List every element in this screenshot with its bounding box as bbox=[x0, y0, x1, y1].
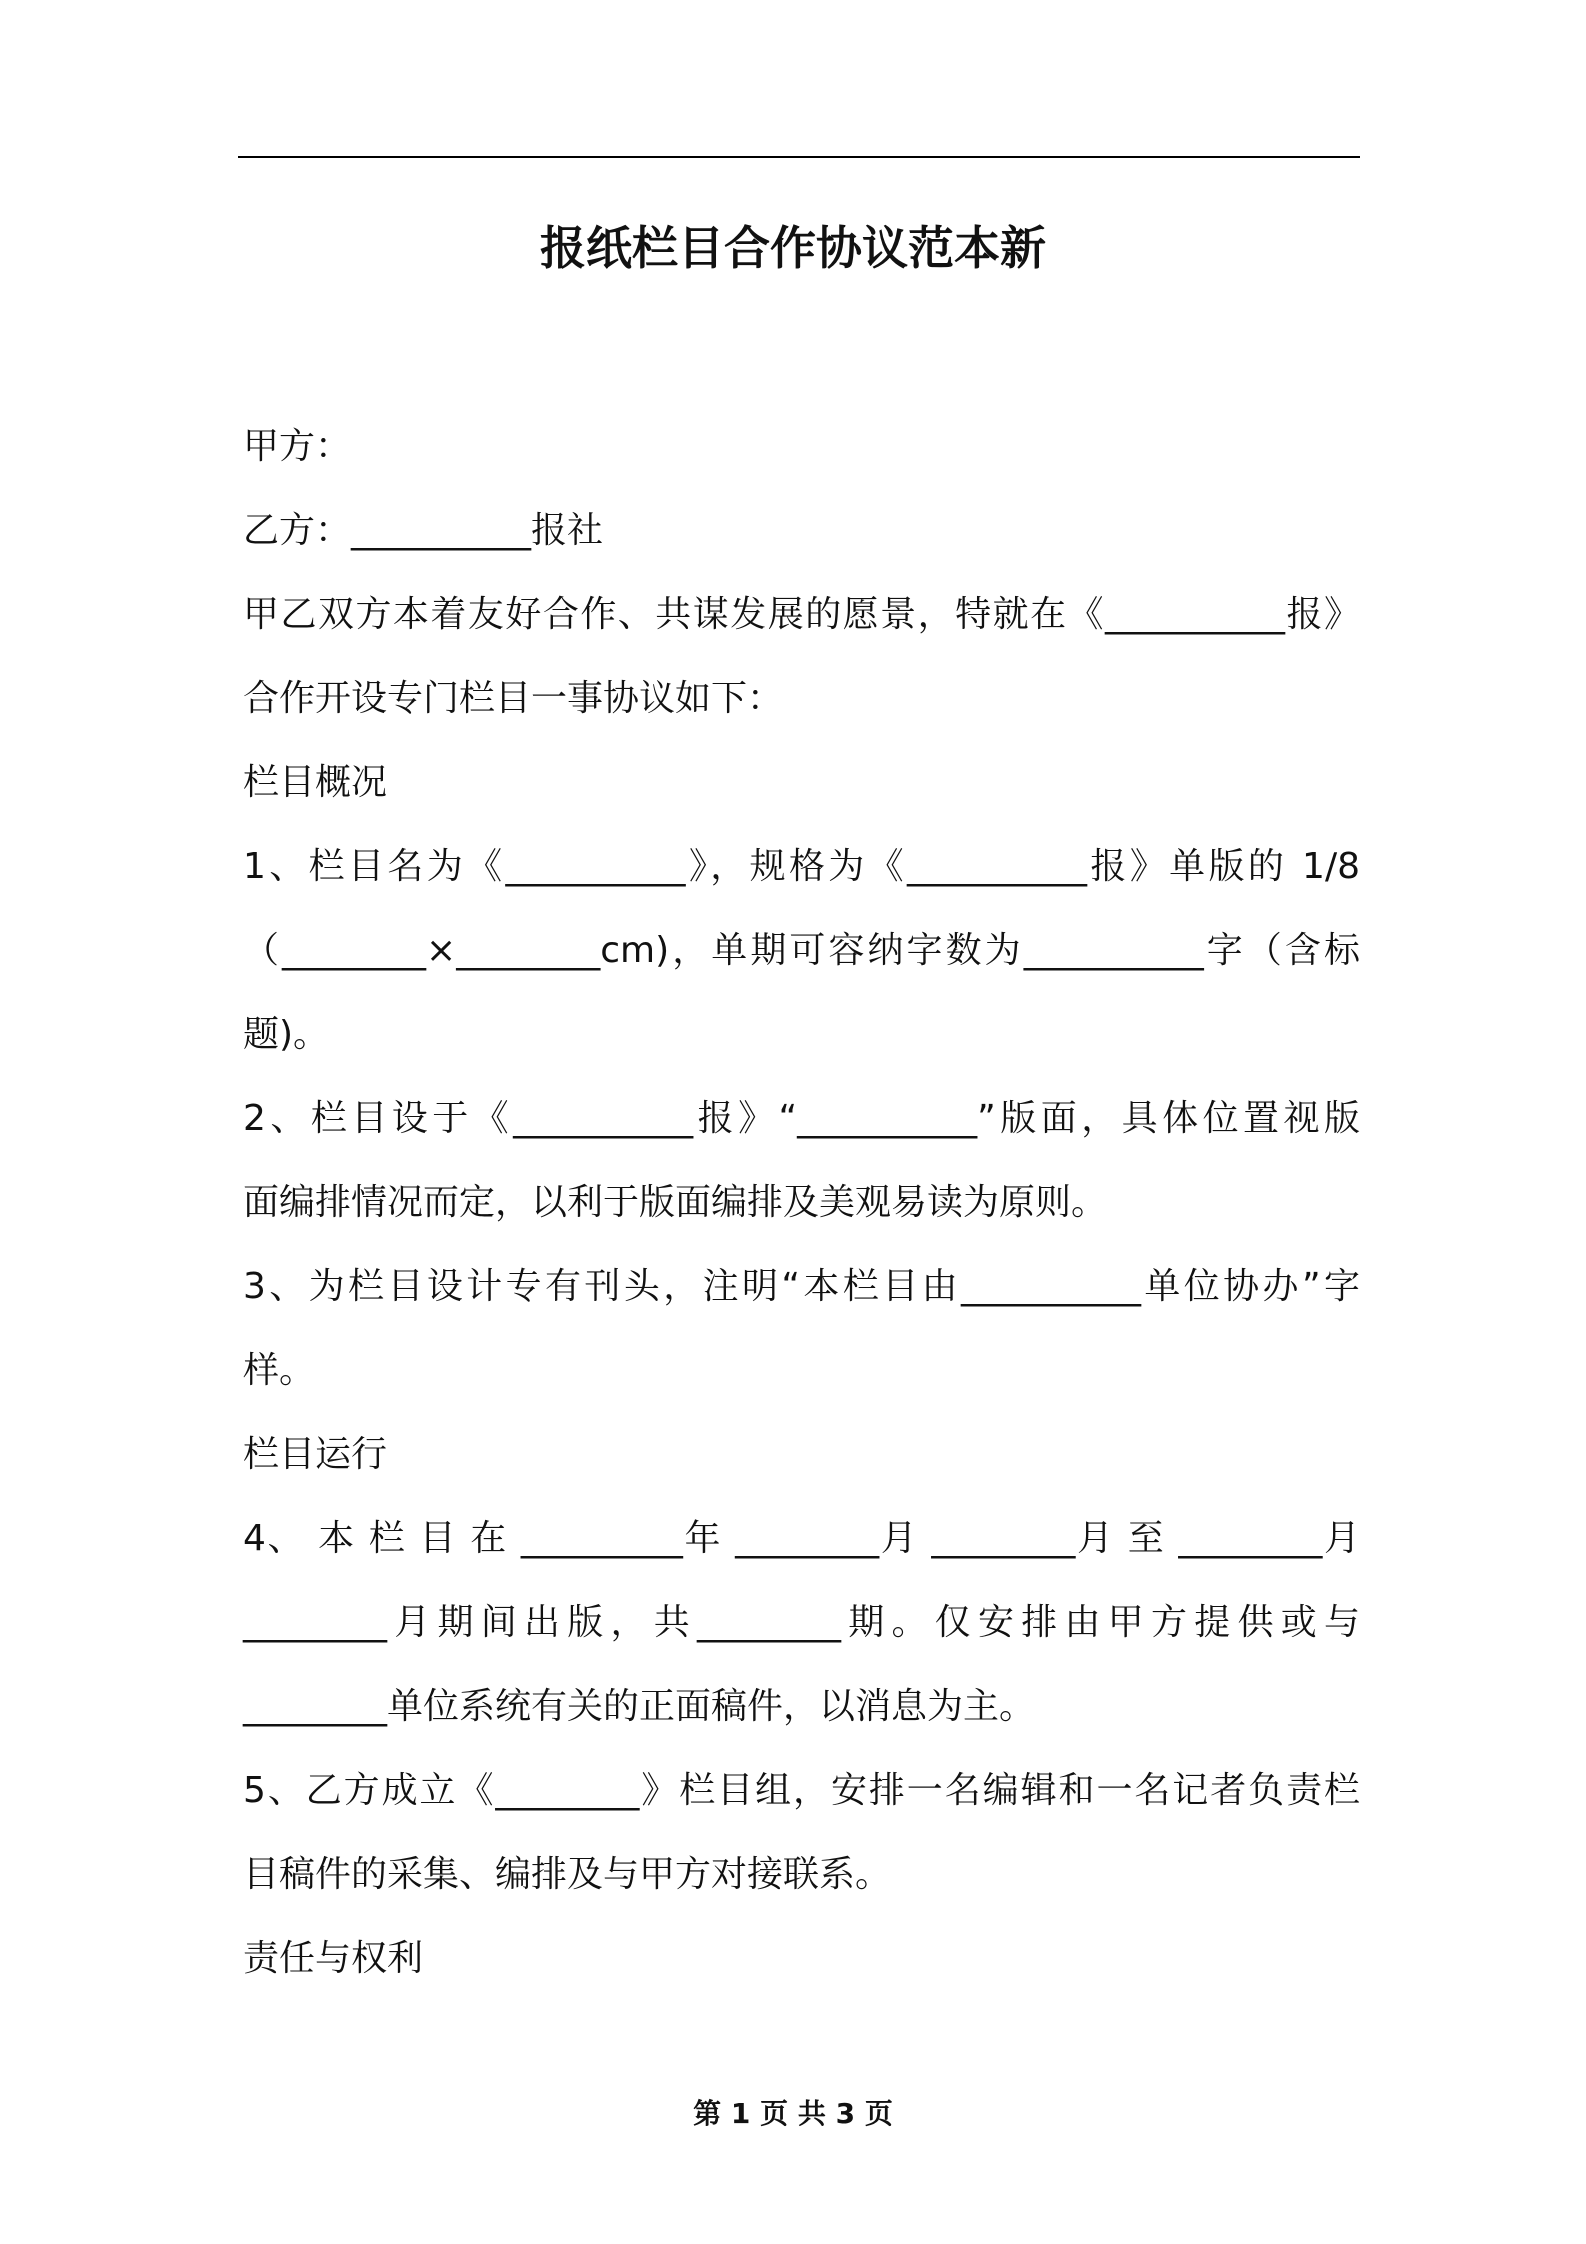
clause-2-line-1: 2、栏目设于《__________报》“__________”版面，具体位置视版 bbox=[243, 1098, 1360, 1139]
section-heading-overview: 栏目概况 bbox=[243, 762, 388, 803]
section-heading-responsibilities: 责任与权利 bbox=[243, 1938, 424, 1979]
clause-2-line-2: 面编排情况而定，以利于版面编排及美观易读为原则。 bbox=[243, 1182, 1108, 1223]
header-rule bbox=[238, 156, 1360, 158]
party-a-line: 甲方： bbox=[243, 426, 352, 467]
clause-5-line-2: 目稿件的采集、编排及与甲方对接联系。 bbox=[243, 1854, 892, 1895]
clause-3-line-1: 3、为栏目设计专有刊头，注明“本栏目由__________单位协办”字 bbox=[243, 1266, 1360, 1307]
section-heading-operation: 栏目运行 bbox=[243, 1434, 388, 1475]
clause-4-line-2: ________月期间出版，共________期。仅安排由甲方提供或与 bbox=[243, 1602, 1360, 1643]
clause-3-line-2: 样。 bbox=[243, 1350, 316, 1391]
page-number-footer: 第 1 页 共 3 页 bbox=[693, 2097, 893, 2130]
clause-4-line-3: ________单位系统有关的正面稿件，以消息为主。 bbox=[243, 1686, 1036, 1727]
document-body bbox=[243, 405, 1360, 2001]
preamble-line-2: 合作开设专门栏目一事协议如下： bbox=[243, 678, 784, 719]
party-b-line: 乙方：__________报社 bbox=[243, 510, 604, 551]
preamble-line-1: 甲乙双方本着友好合作、共谋发展的愿景，特就在《__________报》 bbox=[243, 594, 1360, 635]
clause-1-line-2: （________×________cm)，单期可容纳字数为__________字（含标 bbox=[243, 930, 1360, 971]
clause-4-line-1: 4、 本 栏 目 在 _________年 ________月 ________月 至 ________月 bbox=[243, 1518, 1360, 1559]
clause-1-line-3: 题)。 bbox=[243, 1014, 330, 1055]
document-title: 报纸栏目合作协议范本新 bbox=[540, 221, 1046, 275]
clause-5-line-1: 5、乙方成立《________》栏目组，安排一名编辑和一名记者负责栏 bbox=[243, 1770, 1360, 1811]
clause-1-line-1: 1、栏目名为《__________》，规格为《__________报》单版的 1/8 bbox=[243, 846, 1360, 887]
